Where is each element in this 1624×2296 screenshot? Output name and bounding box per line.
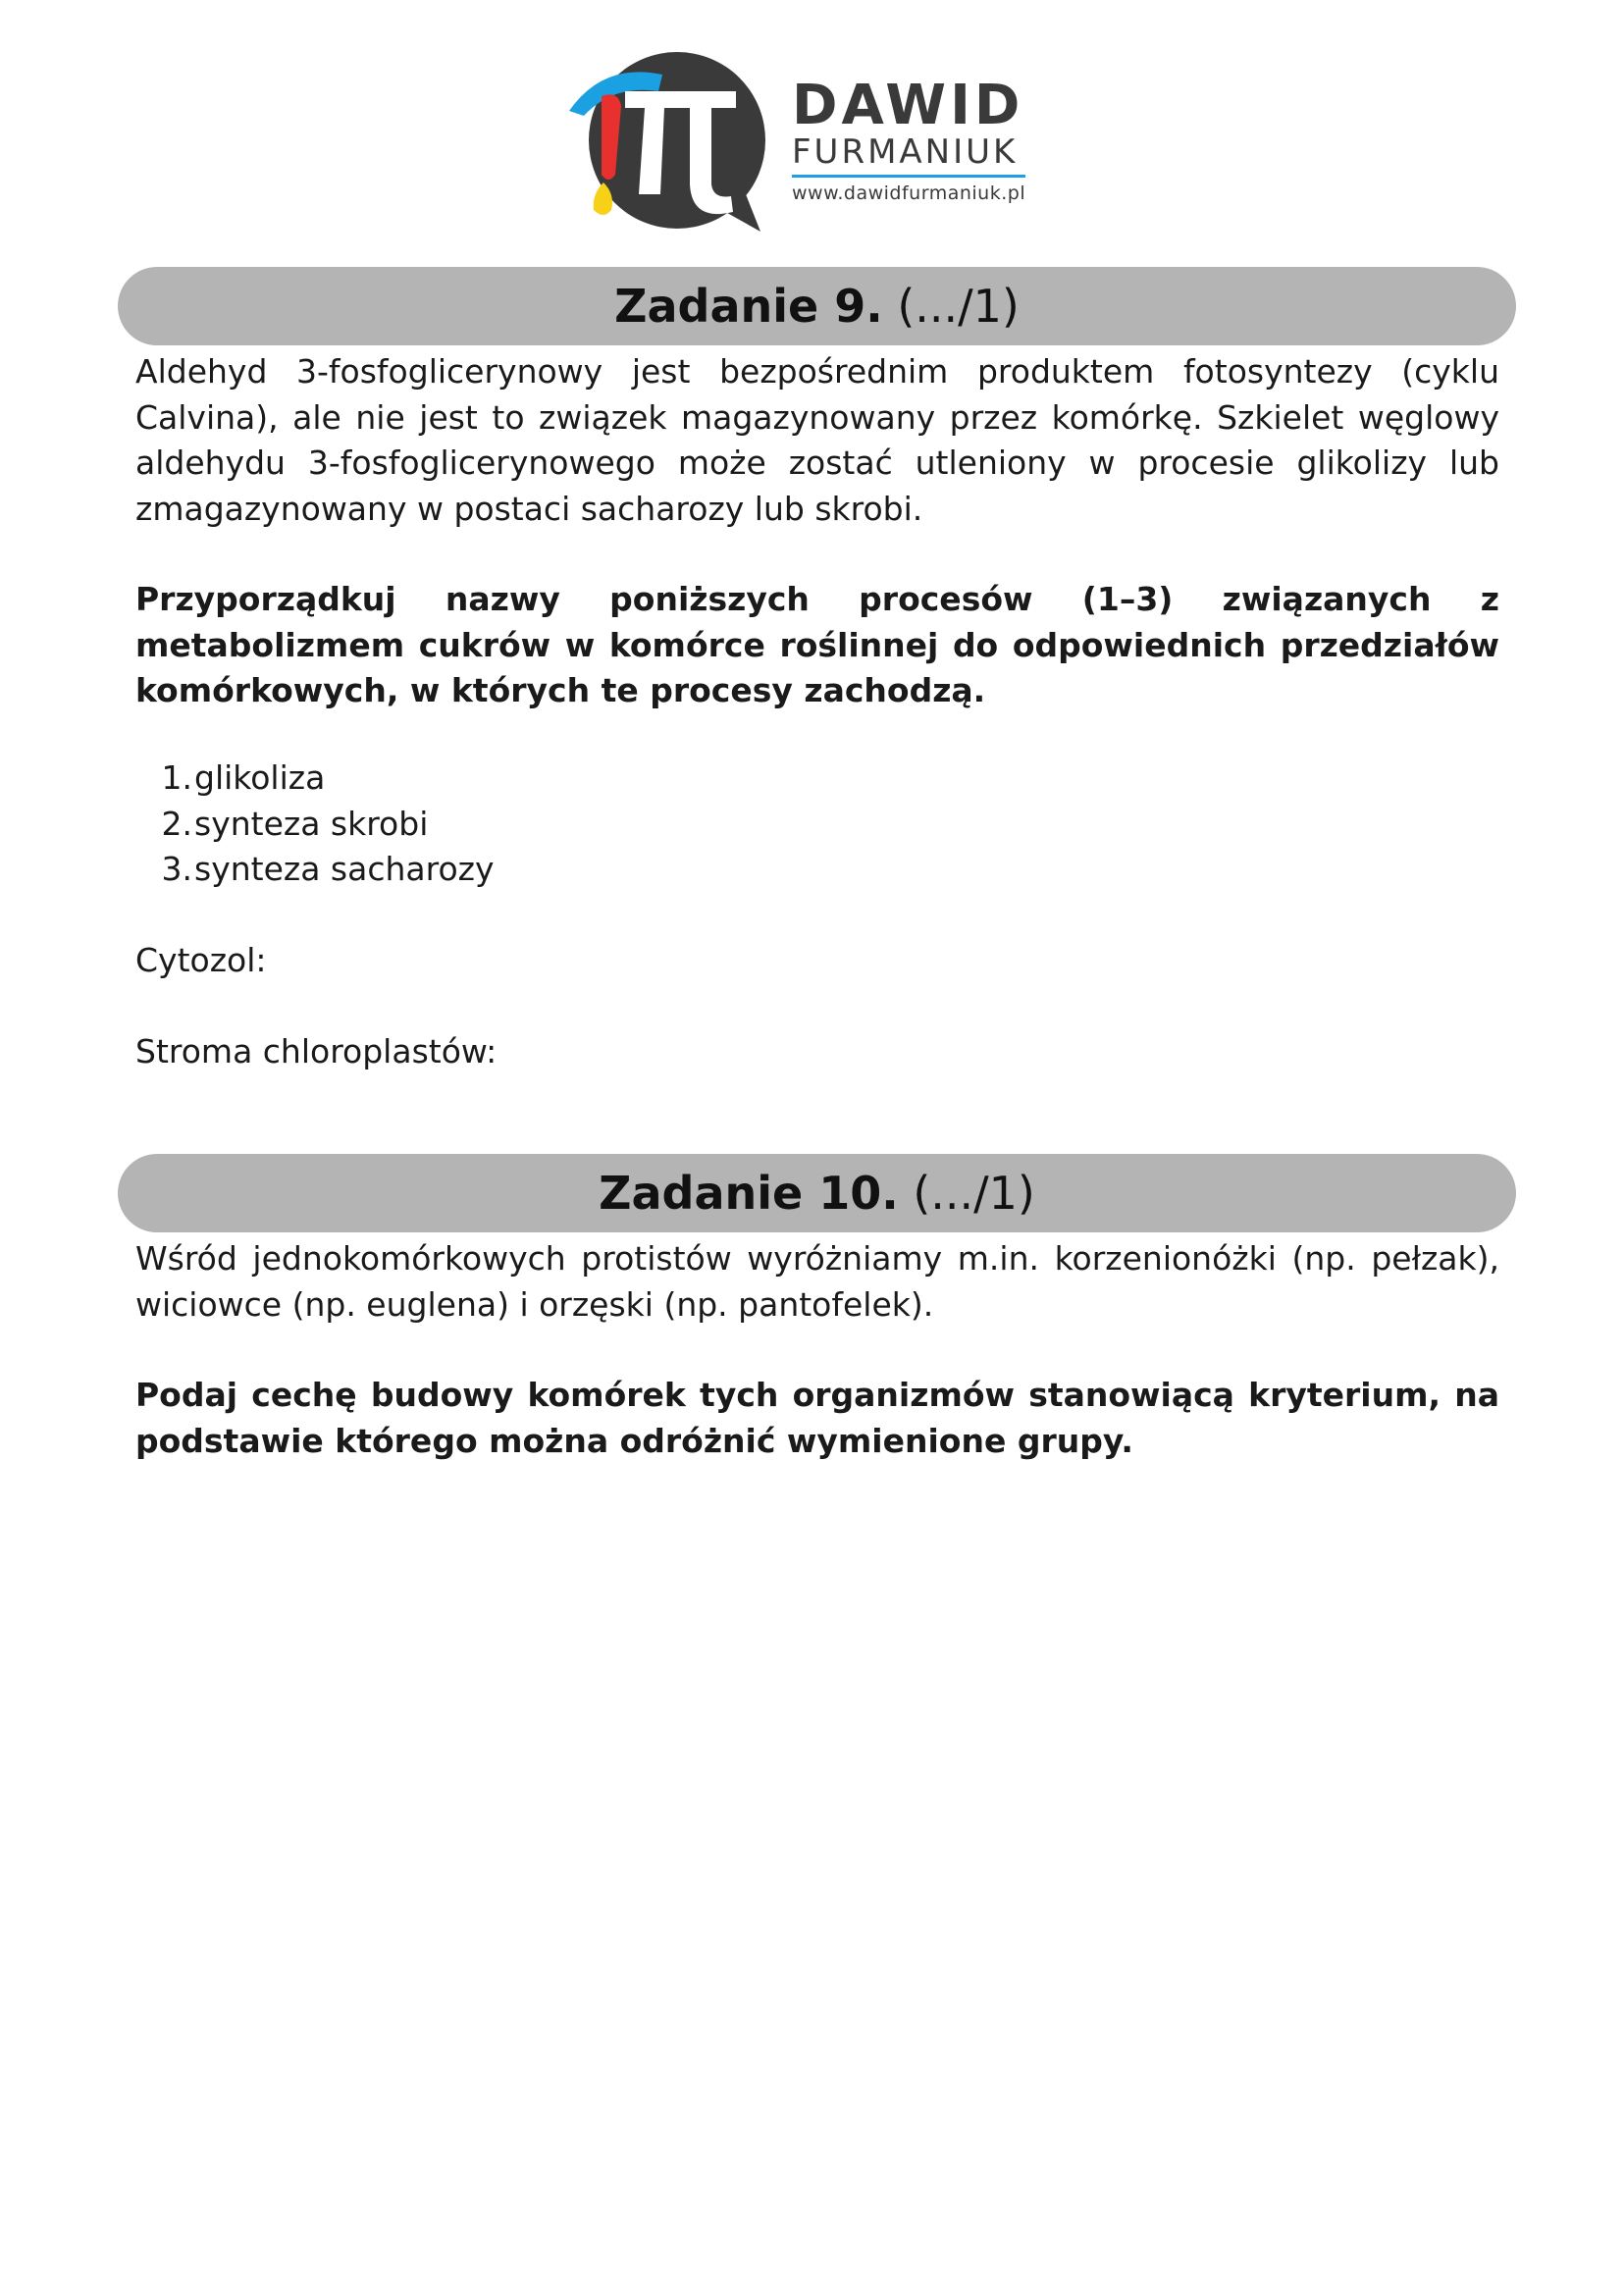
logo xyxy=(564,47,1035,234)
task-10-points: (.../1) xyxy=(913,1167,1035,1220)
task-9-points: (.../1) xyxy=(897,280,1020,333)
answer-cytosol-label: Cytozol: xyxy=(135,941,267,979)
task-10-header xyxy=(118,1154,1516,1232)
list-item-label: synteza skrobi xyxy=(194,804,429,843)
list-item-label: synteza sacharozy xyxy=(194,850,495,888)
task-9-intro: Aldehyd 3-fosfoglicerynowy jest bezpośrednim produktem fotosyntezy (cyklu Calvina), ale nie jest to związek magazynowany przez komórkę. Szkielet węglowy aldehydu 3-fosfoglicerynowego może zostać utleniony w procesie glikolizy lub zmagazynowany w postaci sacharozy lub skrobi. xyxy=(135,352,1499,528)
list-item xyxy=(159,802,944,848)
logo-url: www.dawidfurmaniuk.pl xyxy=(792,183,1026,204)
logo-divider xyxy=(792,175,1025,178)
task-10-instruction: Podaj cechę budowy komórek tych organizmów stanowiącą kryterium, na podstawie którego można odróżnić wymienione grupy. xyxy=(135,1376,1499,1460)
task-9-header xyxy=(118,267,1516,345)
list-item-number: 1. xyxy=(161,758,192,797)
task-10-title: Zadanie 10. xyxy=(599,1167,899,1220)
logo-name-last: FURMANIUK xyxy=(792,132,1019,172)
task-10-intro: Wśród jednokomórkowych protistów wyróżniamy m.in. korzenionóżki (np. pełzak), wiciowce (np. euglena) i orzęski (np. pantofelek). xyxy=(135,1239,1499,1324)
task-9-instruction: Przyporządkuj nazwy poniższych procesów (1–3) związanych z metabolizmem cukrów w komórce roślinnej do odpowiednich przedziałów komórkowych, w których te procesy zachodzą. xyxy=(135,580,1499,709)
list-item xyxy=(159,847,944,893)
task-9-title: Zadanie 9. xyxy=(614,280,883,333)
list-item-number: 2. xyxy=(161,804,192,843)
answer-stroma-label: Stroma chloroplastów: xyxy=(135,1032,498,1070)
list-item-number: 3. xyxy=(161,850,192,888)
process-list xyxy=(159,756,944,893)
logo-name-first: DAWID xyxy=(792,74,1024,137)
pi-logo-icon xyxy=(564,47,770,234)
list-item-label: glikoliza xyxy=(194,758,326,797)
list-item xyxy=(159,756,944,802)
